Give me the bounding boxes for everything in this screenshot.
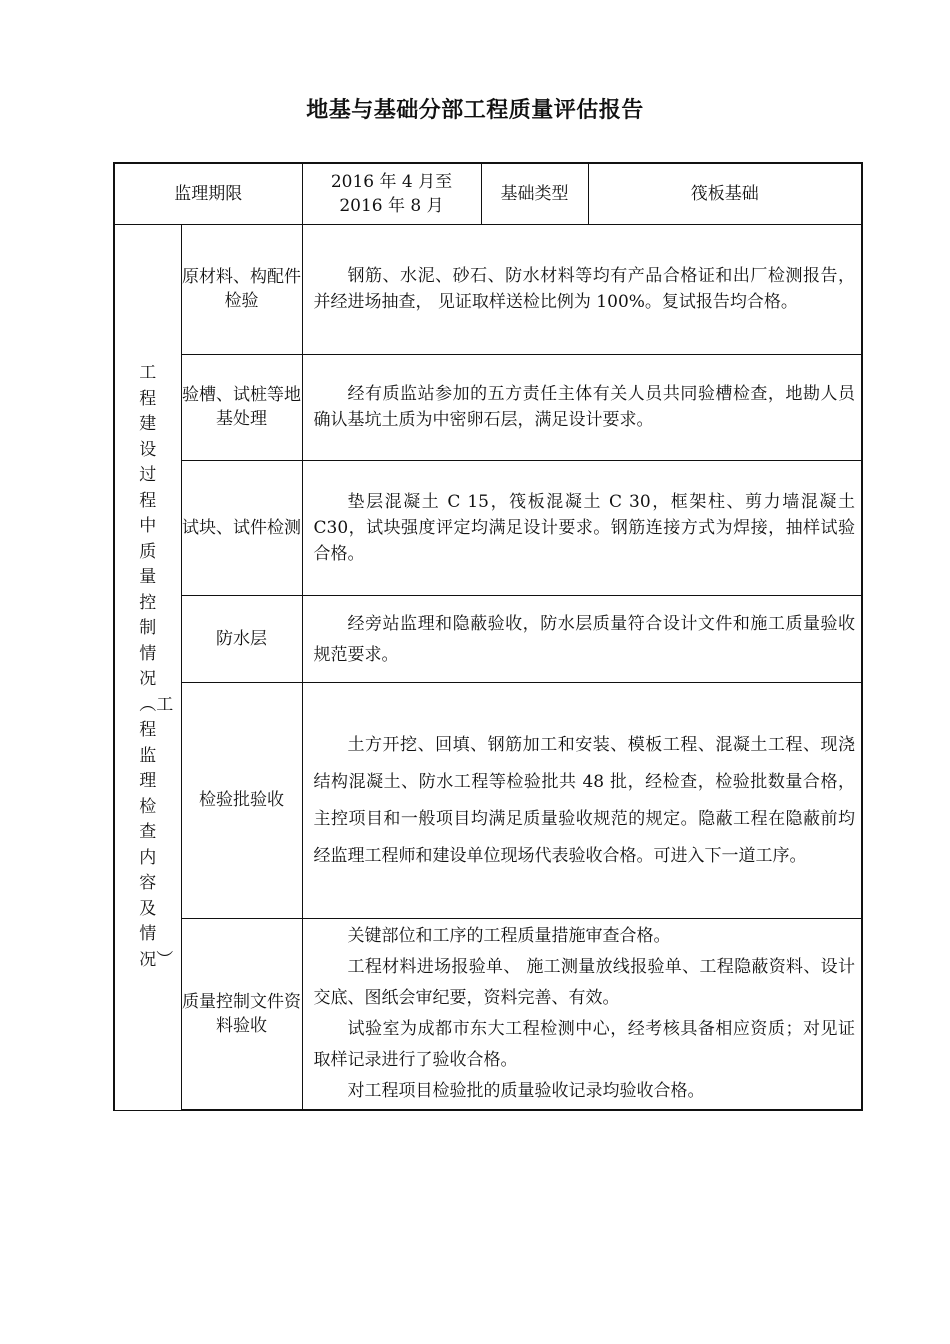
- table-row: [114, 918, 862, 1110]
- period-label: 监理期限: [114, 163, 302, 224]
- period-line2: 2016 年 8 月: [339, 195, 444, 216]
- row-content: [302, 354, 862, 460]
- table-row: [114, 354, 862, 460]
- paragraph: 试验室为成都市东大工程检测中心，经考核具备相应资质；对见证取样记录进行了验收合格。: [313, 1018, 855, 1070]
- foundation-type-label: 基础类型: [481, 163, 588, 224]
- paragraph: 工程材料进场报验单、 施工测量放线报验单、工程隐蔽资料、设计交底、图纸会审纪要，资料完善、有效。: [313, 956, 855, 1008]
- table-row: [114, 682, 862, 918]
- row-label: 检验批验收: [181, 682, 302, 918]
- evaluation-table: [113, 162, 863, 1111]
- row-content-text: 经有质监站参加的五方责任主体有关人员共同验槽检查，地勘人员确认基坑土质为中密卵石层，满足设计要求。: [313, 384, 855, 430]
- section-label-text: 工程建设过程中质量控制情况︵工程监理检查内容及情况︶: [139, 363, 174, 970]
- row-content-text: 土方开挖、回填、钢筋加工和安装、模板工程、混凝土工程、现浇结构混凝土、防水工程等检验批共 48 批，经检查，检验批数量合格，主控项目和一般项目均满足质量验收规范的规定。隐蔽工程在隐蔽前均经监理工程师和建设单位现场代表验收合格。可进入下一道工序。: [313, 735, 855, 866]
- table-row: [114, 460, 862, 595]
- header-row: [114, 163, 862, 224]
- page-title: 地基与基础分部工程质量评估报告: [306, 98, 644, 123]
- period-line1: 2016 年 4 月至: [330, 171, 453, 192]
- period-value: [302, 163, 481, 224]
- row-label: 试块、试件检测: [181, 460, 302, 595]
- row-label: 验槽、试桩等地基处理: [181, 354, 302, 460]
- row-content: [302, 918, 862, 1110]
- table-row: [114, 224, 862, 354]
- row-content-text: 钢筋、水泥、砂石、防水材料等均有产品合格证和出厂检测报告，并经进场抽查， 见证取样送检比例为 100%。复试报告均合格。: [313, 266, 855, 312]
- section-label: [114, 224, 181, 1110]
- row-content: [302, 595, 862, 682]
- row-content: [302, 224, 862, 354]
- paragraph: 对工程项目检验批的质量验收记录均验收合格。: [347, 1080, 705, 1101]
- paragraph: 关键部位和工序的工程质量措施审查合格。: [347, 925, 671, 946]
- row-content-text: 经旁站监理和隐蔽验收，防水层质量符合设计文件和施工质量验收规范要求。: [313, 613, 855, 665]
- row-label: 防水层: [181, 595, 302, 682]
- table-row: [114, 595, 862, 682]
- row-content: [302, 682, 862, 918]
- row-content: [302, 460, 862, 595]
- row-label: 原材料、构配件检验: [181, 224, 302, 354]
- row-content-text: 垫层混凝土 C 15，筏板混凝土 C 30，框架柱、剪力墙混凝土 C30，试块强度评定均满足设计要求。钢筋连接方式为焊接，抽样试验合格。: [313, 491, 855, 564]
- foundation-type-value: 筏板基础: [588, 163, 862, 224]
- row-label: 质量控制文件资料验收: [181, 918, 302, 1110]
